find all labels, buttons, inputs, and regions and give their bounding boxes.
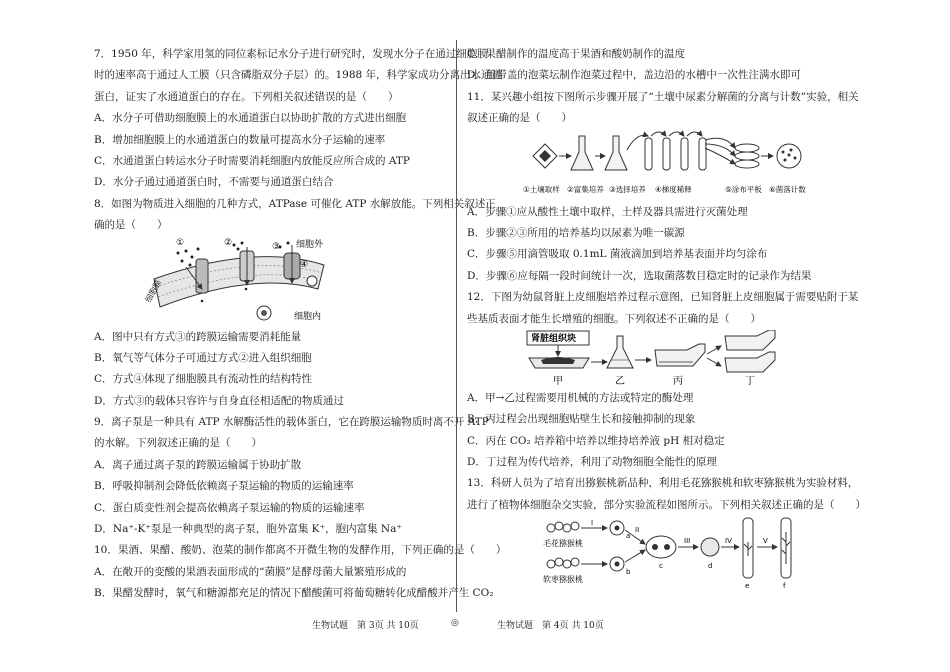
footer-right-page-number: 生物试题 第 4页 共 10页 xyxy=(497,621,604,631)
stage-label-bing: 丙 xyxy=(673,375,683,387)
option-line: B．果醋发酵时，氧气和糖源都充足的情况下醋酸菌可将葡萄糖转化成醋酸并产生 CO₂ xyxy=(94,587,494,600)
figure-label: ① xyxy=(176,237,185,248)
cell-letter: c xyxy=(659,562,663,571)
cell-letter: e xyxy=(745,582,750,591)
text-line: 蛋白，证实了水通道蛋白的存在。下列相关叙述错误的是（ ） xyxy=(94,90,399,103)
option-line: A．甲→乙过程需要用机械的方法或特定的酶处理 xyxy=(467,391,694,404)
figure-label: ④ xyxy=(300,259,309,270)
cell-letter: b xyxy=(626,568,631,577)
text-line: 9．离子泵是一种具有 ATP 水解酶活性的载体蛋白，它在跨膜运输物质时离不开 ATP xyxy=(94,416,489,429)
microbe-isolation-diagram xyxy=(467,130,817,202)
option-line: B．增加细胞膜上的水通道蛋白的数量可提高水分子运输的速率 xyxy=(94,133,386,146)
option-line: C．步骤⑤用滴管吸取 0.1mL 菌液滴加到培养基表面并均匀涂布 xyxy=(467,248,768,261)
option-line: D．用带盖的泡菜坛制作泡菜过程中，盖边沿的水槽中一次性注满水即可 xyxy=(467,69,801,82)
figure-label: ③ xyxy=(272,241,281,252)
text-line: 时的速率高于通过人工膜（只含磷脂双分子层）的。1988 年，科学家成功分离出水通道 xyxy=(94,69,503,82)
stage-label-ding: 丁 xyxy=(745,375,755,387)
text-line: 叙述正确的是（ ） xyxy=(467,112,572,125)
membrane-transport-figure xyxy=(94,237,444,327)
option-line: D．水分子通过通道蛋白时，不需要与通道蛋白结合 xyxy=(94,176,334,189)
option-line: C．果醋制作的温度高于果酒和酸奶制作的温度 xyxy=(467,48,686,60)
text-line: 确的是（ ） xyxy=(94,219,168,232)
step-label: ④梯度稀释 xyxy=(655,184,692,194)
option-line: A．水分子可借助细胞膜上的水通道蛋白以协助扩散的方式进出细胞 xyxy=(94,112,407,125)
step-label: ⑤涂布平板 xyxy=(725,184,762,194)
option-line: A．步骤①应从酸性土壤中取样，土样及器具需进行灭菌处理 xyxy=(467,205,748,218)
membrane-label: 细胞膜 xyxy=(143,278,164,304)
step-label: ③选择培养 xyxy=(609,184,646,194)
option-line: D．步骤⑥应每隔一段时间统计一次，选取菌落数目稳定时的记录作为结果 xyxy=(467,269,812,282)
intracellular-label: 细胞内 xyxy=(294,311,322,322)
step-label: ①土壤取样 xyxy=(523,184,560,194)
footer-left-page-number: 生物试题 第 3页 共 10页 xyxy=(312,621,419,631)
text-line: 的水解。下列叙述正确的是（ ） xyxy=(94,437,262,450)
option-line: B．氧气等气体分子可通过方式②进入组织细胞 xyxy=(94,351,312,364)
text-line: 些基质表面才能生长增殖的细胞。下列叙述不正确的是（ ） xyxy=(467,312,761,325)
text-line: 12．下图为幼鼠肾脏上皮细胞培养过程示意图，已知肾脏上皮细胞属于需要贴附于某 xyxy=(467,291,859,304)
option-line: D．Na⁺-K⁺泵是一种典型的离子泵，胞外富集 K⁺，胞内富集 Na⁺ xyxy=(94,523,402,536)
extracellular-label: 细胞外 xyxy=(296,239,324,250)
text-line: 8．如图为物质进入细胞的几种方式，ATPase 可催化 ATP 水解放能。下列相关叙述正 xyxy=(94,197,496,210)
text-line: 7．1950 年，科学家用氢的同位素标记水分子进行研究时，发现水分子在通过细胞膜 xyxy=(94,48,488,60)
left-page-column xyxy=(94,44,507,605)
step-roman: IV xyxy=(725,537,732,546)
plant-label-b: 软枣猕猴桃 xyxy=(543,575,583,585)
stage-label-jia: 甲 xyxy=(553,375,563,387)
option-line: B．丙过程会出现细胞贴壁生长和接触抑制的现象 xyxy=(467,413,696,426)
text-line: 10．果酒、果醋、酸奶、泡菜的制作都离不开微生物的发酵作用，下列正确的是（ ） xyxy=(94,544,507,557)
text-line: 进行了植物体细胞杂交实验，部分实验流程如图所示。下列相关叙述正确的是（ ） xyxy=(467,498,866,511)
option-line: D．方式③的载体只容许与自身直径相适配的物质通过 xyxy=(94,394,344,407)
page-footer xyxy=(0,618,950,634)
kidney-tissue-label: 肾脏组织块 xyxy=(531,333,577,344)
footer-binding-mark: ◎ xyxy=(451,618,459,628)
text-line: 11．某兴趣小组按下图所示步骤开展了“土壤中尿素分解菌的分离与计数”实验，相关 xyxy=(467,90,859,103)
cell-culture-diagram xyxy=(467,330,817,388)
cell-letter: d xyxy=(708,562,713,571)
option-line: B．呼吸抑制剂会降低依赖离子泵运输的物质的运输速率 xyxy=(94,480,354,493)
stage-label-yi: 乙 xyxy=(615,375,625,387)
right-page-column xyxy=(467,44,866,591)
option-line: C．方式④体现了细胞膜具有流动性的结构特性 xyxy=(94,373,313,386)
step-label: ②富集培养 xyxy=(567,184,604,194)
text-line: 13．科研人员为了培育出猕猴桃新品种，利用毛花猕猴桃和软枣猕猴桃为实验材料， xyxy=(467,477,859,490)
option-line: B．步骤②③所用的培养基均以尿素为唯一碳源 xyxy=(467,226,685,239)
step-roman: I xyxy=(591,519,594,528)
option-line: A．离子通过离子泵的跨膜运输属于协助扩散 xyxy=(94,458,302,471)
option-line: A．图中只有方式③的跨膜运输需要消耗能量 xyxy=(94,330,302,343)
cell-culture-figure xyxy=(467,330,817,388)
option-line: C．蛋白质变性剂会提高依赖离子泵运输的物质的运输速率 xyxy=(94,501,365,514)
step-roman: III xyxy=(684,537,691,546)
option-line: C．水通道蛋白转运水分子时需要消耗细胞内放能反应所合成的 ATP xyxy=(94,154,410,167)
cell-letter: f xyxy=(783,582,786,591)
option-line: D．丁过程为传代培养，利用了动物细胞全能性的原理 xyxy=(467,456,717,469)
figure-label: ② xyxy=(224,237,233,248)
cell-letter: a xyxy=(626,532,631,541)
option-line: A．在敞开的变酸的果酒表面形成的“菌膜”是酵母菌大量繁殖形成的 xyxy=(94,565,407,578)
column-divider xyxy=(456,40,457,612)
protoplast-fusion-figure xyxy=(467,516,817,590)
microbe-isolation-figure xyxy=(467,130,817,202)
step-label: ⑥菌落计数 xyxy=(769,184,806,194)
plant-label-a: 毛花猕猴桃 xyxy=(543,539,583,549)
membrane-transport-diagram xyxy=(94,237,444,327)
protoplast-fusion-diagram xyxy=(467,516,817,590)
option-line: C．丙在 CO₂ 培养箱中培养以维持培养液 pH 相对稳定 xyxy=(467,434,725,447)
step-roman: II xyxy=(635,526,640,535)
step-roman: V xyxy=(763,537,768,546)
